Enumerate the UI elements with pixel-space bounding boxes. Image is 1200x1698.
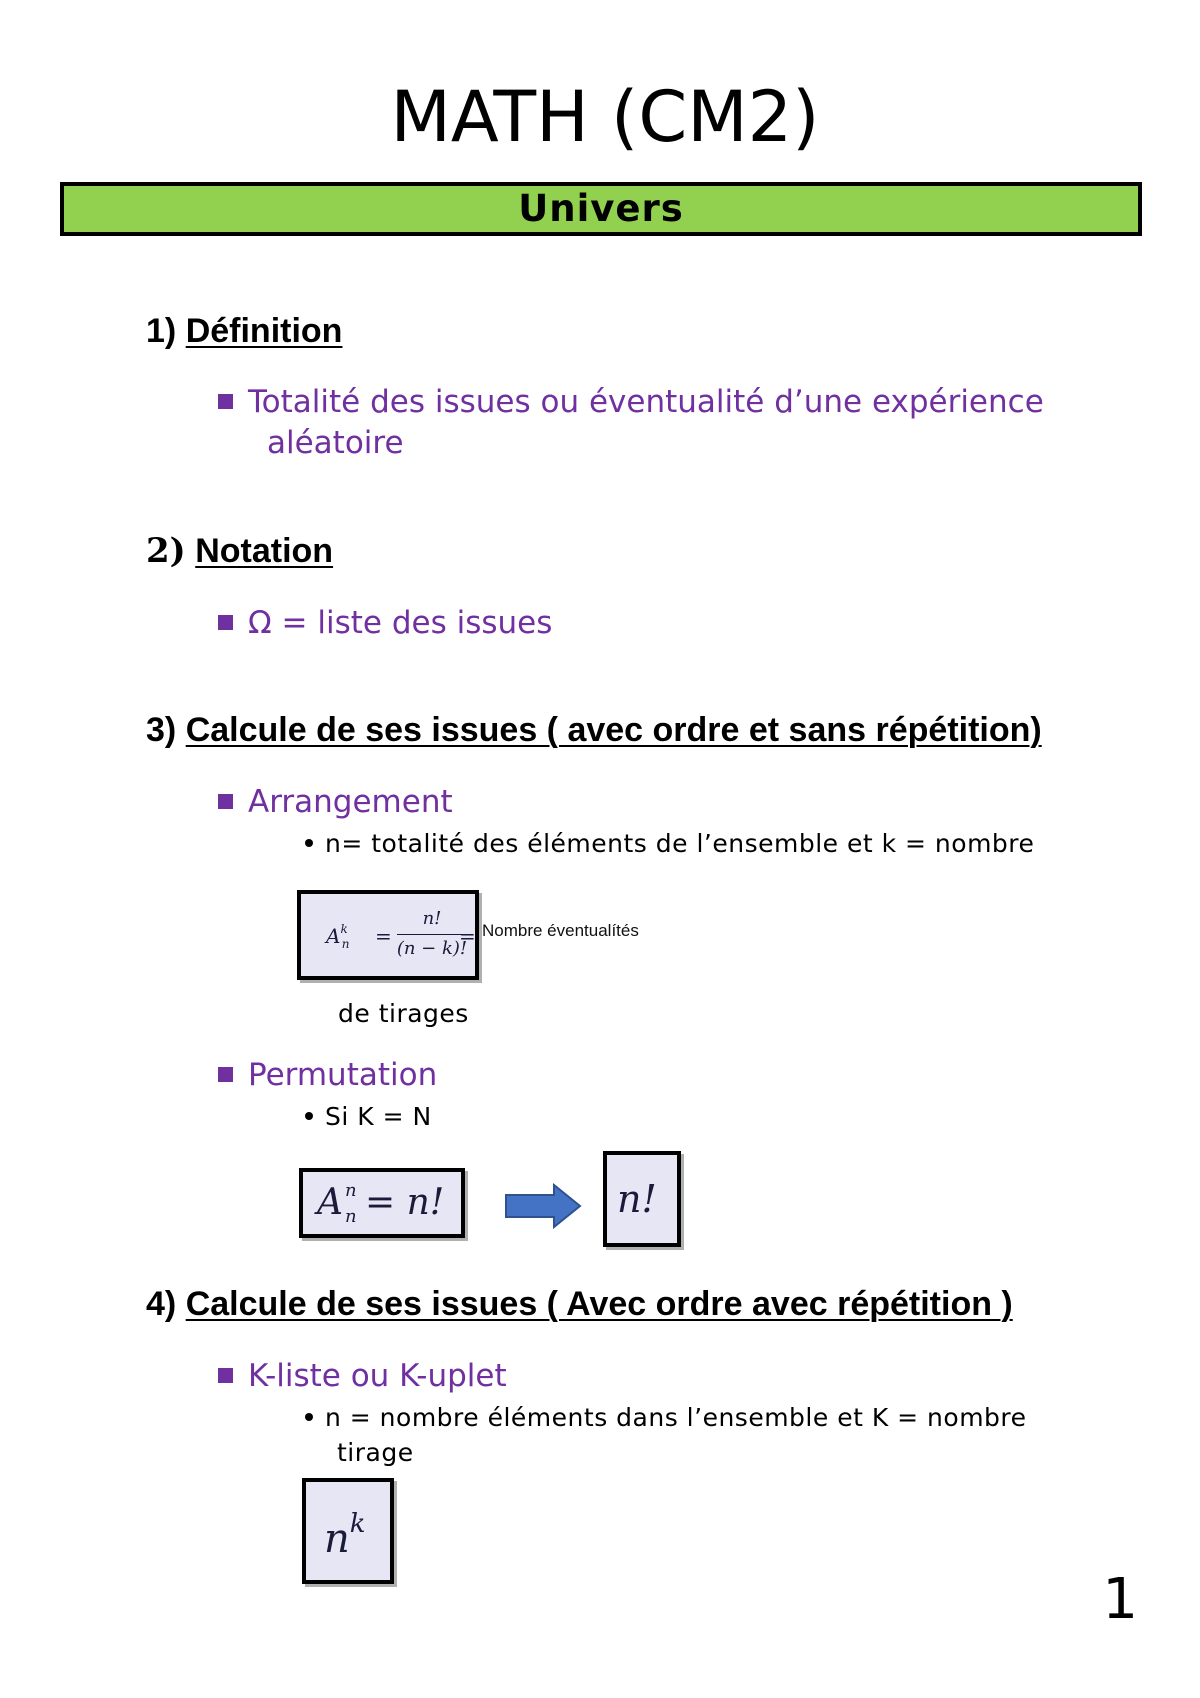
sub-bullet-text: Si K = N [325,1102,432,1131]
heading-notation [146,531,333,571]
heading-label: Calcule de ses issues ( Avec ordre avec répétition ) [185,1285,1013,1323]
bullet-kliste [218,1356,507,1396]
sub-bullet-text: n= totalité des éléments de l’ensemble et k = nombre [325,829,1035,858]
dot-bullet-icon [305,1413,313,1421]
bullet-text: Totalité des issues ou éventualité d’une expérience [248,384,1044,420]
sub-bullet-kliste-continued: tirage [337,1438,414,1467]
heading-number: 2) [146,531,186,571]
permutation-formula-box [299,1168,465,1238]
bullet-text: K-liste ou K-uplet [248,1358,507,1394]
sub-bullet-kliste [305,1401,1027,1435]
section-banner: Univers [60,182,1142,236]
sub-bullet-arrangement-continued: de tirages [338,999,469,1028]
arrangement-symbol: $A^k_n$ [326,922,350,951]
heading-label: Notation [195,532,334,570]
sub-bullet-permutation [305,1100,432,1134]
bullet-definition-continued: aléatoire [267,425,404,461]
bullet-text: Arrangement [248,784,453,820]
fraction-denominator: (n − k)! [396,938,468,959]
kliste-formula: $n^k$ [324,1509,366,1562]
arrangement-formula-box: $A^k_n$ = n! (n − k)! = [297,890,479,980]
dot-bullet-icon [305,1112,313,1120]
square-bullet-icon [218,1067,233,1082]
permutation-result-box [603,1151,681,1247]
permutation-formula: A n n = n! [317,1180,445,1227]
square-bullet-icon [218,1368,233,1383]
fraction-numerator: n! [422,908,442,929]
square-bullet-icon [218,394,233,409]
right-arrow-icon [504,1183,584,1229]
square-bullet-icon [218,615,233,630]
heading-number: 3) [146,711,177,749]
page-title: MATH (CM2) [390,76,820,158]
page-number: 1 [1102,1567,1138,1632]
square-bullet-icon [218,794,233,809]
bullet-text: Permutation [248,1057,438,1093]
bullet-definition [218,382,1044,422]
sub-bullet-text: n = nombre éléments dans l’ensemble et K = nombre [325,1403,1027,1432]
bullet-notation [218,603,552,643]
formula-note: Nombre éventualítés [482,921,639,940]
bullet-arrangement [218,782,453,822]
bullet-text: Ω = liste des issues [248,605,553,641]
sub-bullet-arrangement [305,827,1034,861]
heading-number: 4) [146,1285,177,1323]
permutation-result: n! [617,1177,657,1221]
fraction-bar [397,934,467,935]
heading-arrangement-section [146,710,1042,750]
dot-bullet-icon [305,839,313,847]
bullet-permutation [218,1055,437,1095]
heading-definition [146,311,342,351]
heading-kliste-section [146,1284,1013,1324]
heading-label: Calcule de ses issues ( avec ordre et sans répétition) [185,711,1042,749]
heading-label: Définition [185,312,343,350]
kliste-formula-box [302,1478,394,1584]
heading-number: 1) [146,312,177,350]
